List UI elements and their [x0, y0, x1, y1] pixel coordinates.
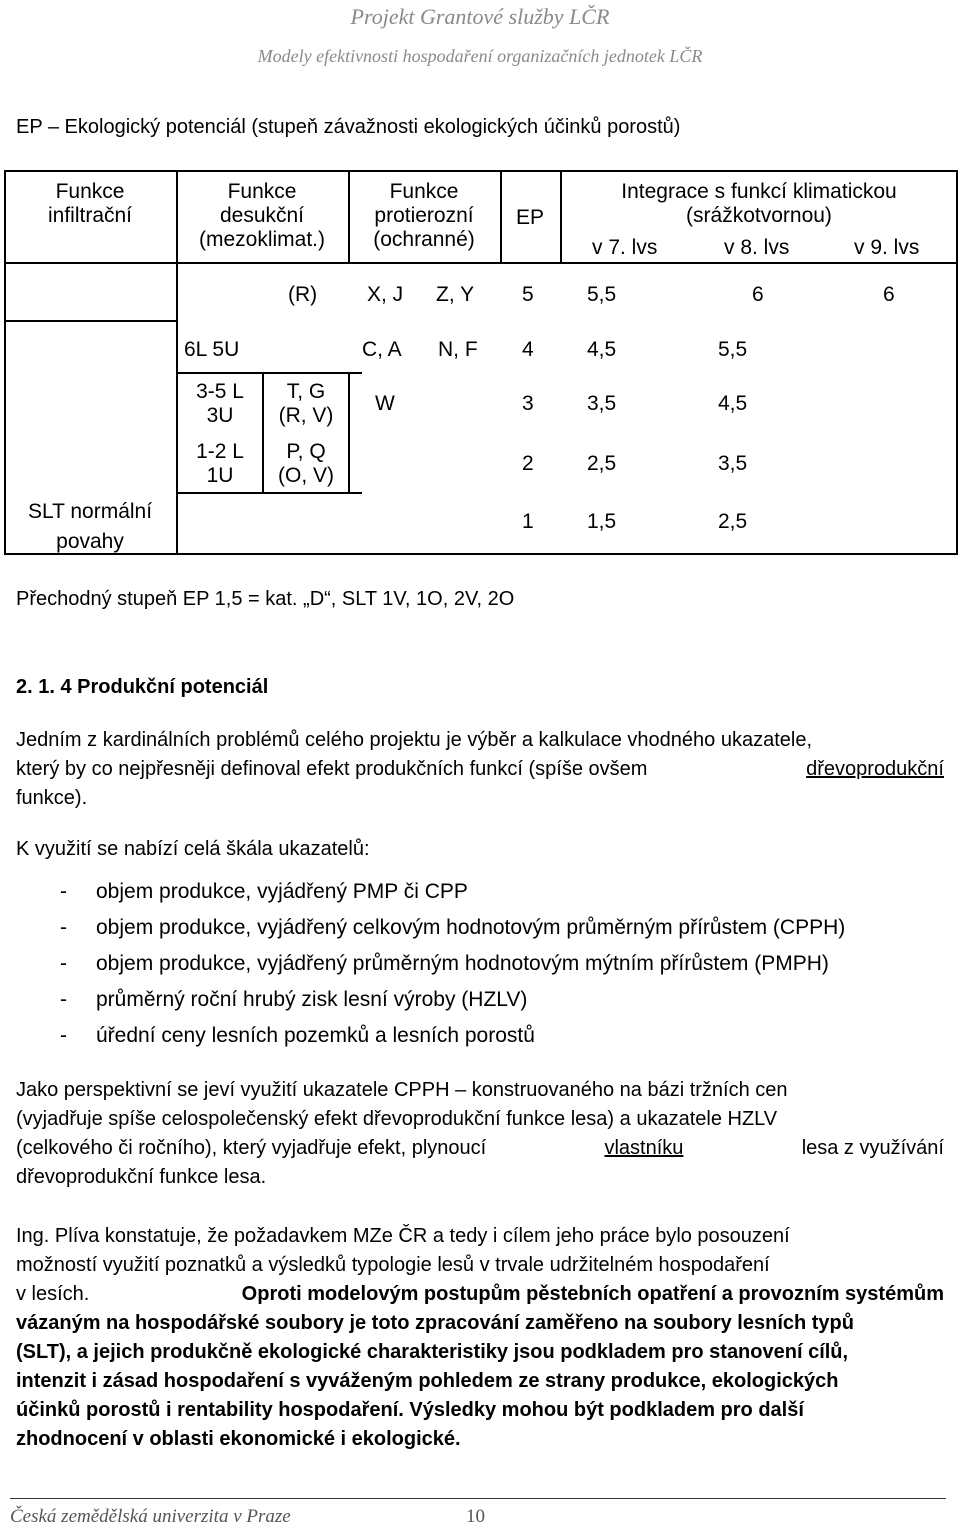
paragraph-cpph [16, 1076, 944, 1192]
table-hline [176, 492, 362, 494]
text-line-bold: zhodnocení v oblasti ekonomické i ekologické. [16, 1428, 461, 1450]
text-line: (vyjadřuje spíše celospolečenský efekt dřevoprodukční funkce lesa) a ukazatele HZLV [16, 1108, 778, 1130]
cell: 3,5 [718, 452, 748, 475]
header-project-title: Projekt Grantové služby LČR [350, 4, 610, 29]
cell: 2 [522, 452, 534, 475]
cell-1-2L: 1-2 L 1U [196, 440, 244, 487]
cell: 4,5 [587, 338, 617, 361]
cell-TG: T, G (R, V) [278, 380, 334, 427]
table-hline [4, 262, 956, 264]
footer-rule [10, 1498, 946, 1499]
text-line-bold: účinků porostů i rentability hospodaření. Výsledky mohou být podkladem pro další [16, 1399, 804, 1421]
text-line-bold: Oproti modelovým postupům pěstebních opatření a provozním systémům [241, 1283, 944, 1305]
header-ep: EP [515, 206, 544, 229]
text-line: možností využití poznatků a výsledků typologie lesů v trvale udržitelném hospodaření [16, 1254, 770, 1276]
cell: 6L 5U [184, 338, 240, 361]
cell: 5,5 [718, 338, 748, 361]
section-heading: 2. 1. 4 Produkční potenciál [16, 676, 269, 698]
cell: Z, Y [436, 283, 475, 306]
table-hline [176, 372, 362, 374]
header-integrace: Integrace s funkcí klimatickou (srážkotvornou) [621, 180, 897, 227]
text-line: Jako perspektivní se jeví využití ukazatele CPPH – konstruovaného na bázi tržních cen [16, 1079, 788, 1101]
prechodny-note: Přechodný stupeň EP 1,5 = kat. „D“, SLT 1V, 1O, 2V, 2O [16, 588, 515, 610]
cell: 4,5 [718, 392, 748, 415]
text-line: dřevoprodukční funkce lesa. [16, 1166, 267, 1188]
text-line: (celkového či ročního), který vyjadřuje efekt, plynoucí [16, 1137, 487, 1159]
header-lvs9: v 9. lvs [854, 236, 920, 259]
ep-title: EP – Ekologický potenciál (stupeň závažnosti ekologických účinků porostů) [16, 116, 681, 138]
cell: 5 [522, 283, 534, 306]
cell: 5,5 [587, 283, 617, 306]
cell: 3 [522, 392, 534, 415]
footer-university: Česká zemědělská univerzita v Praze [10, 1506, 291, 1527]
table-hline [4, 320, 176, 322]
cell: W [375, 392, 395, 415]
table-vline [348, 372, 350, 492]
text-line: funkce). [16, 787, 88, 809]
text-line-bold: vázaným na hospodářské soubory je toto zpracování zaměřeno na soubory lesních typů [16, 1312, 854, 1334]
cell: 1 [522, 510, 534, 533]
paragraph-intro [16, 726, 944, 813]
cell: 1,5 [587, 510, 617, 533]
header-subtitle: Modely efektivnosti hospodaření organizačních jednotek LČR [257, 46, 703, 66]
cell: 6 [752, 283, 764, 306]
list-intro: K využití se nabízí celá škála ukazatelů: [16, 838, 370, 860]
cell: N, F [438, 338, 478, 361]
cell: (R) [288, 283, 318, 306]
text-line-bold: intenzit i zásad hospodaření s vyváženým pohledem ze strany produkce, ekologických [16, 1370, 839, 1392]
cell: 2,5 [587, 452, 617, 475]
cell-PQ: P, Q (O, V) [278, 440, 334, 487]
cell: 6 [883, 283, 895, 306]
link-vlastniku[interactable]: vlastníku [604, 1137, 684, 1159]
cell-3-5L: 3-5 L 3U [196, 380, 244, 427]
text-line: lesa z využívání [801, 1137, 944, 1159]
text-line-bold: (SLT), a jejich produkčně ekologické charakteristiky jsou podkladem pro stanovení cílů, [16, 1341, 849, 1363]
footer-page-number: 10 [466, 1506, 485, 1527]
text-line: v lesích. [16, 1283, 90, 1305]
cell: C, A [362, 338, 402, 361]
cell-slt: SLT normální povahy [27, 500, 153, 553]
cell: 3,5 [587, 392, 617, 415]
cell: 2,5 [718, 510, 748, 533]
header-lvs8: v 8. lvs [724, 236, 790, 259]
header-protierozni: Funkce protierozní (ochranné) [373, 180, 475, 251]
link-drevoprodukcni[interactable]: dřevoprodukční [806, 758, 944, 780]
paragraph-pliva [16, 1222, 944, 1454]
header-lvs7: v 7. lvs [592, 236, 658, 259]
header-infiltracni: Funkce infiltrační [47, 180, 133, 227]
text-line: Ing. Plíva konstatuje, že požadavkem MZe ČR a tedy i cílem jeho práce bylo posouzení [16, 1225, 790, 1247]
text-line: Jedním z kardinálních problémů celého projektu je výběr a kalkulace vhodného ukazatele, [16, 729, 813, 751]
cell: X, J [367, 283, 404, 306]
header-desukcni: Funkce desukční (mezoklimat.) [198, 180, 325, 251]
cell: 4 [522, 338, 534, 361]
text-line: který by co nejpřesněji definoval efekt produkčních funkcí (spíše ovšem [16, 758, 648, 780]
